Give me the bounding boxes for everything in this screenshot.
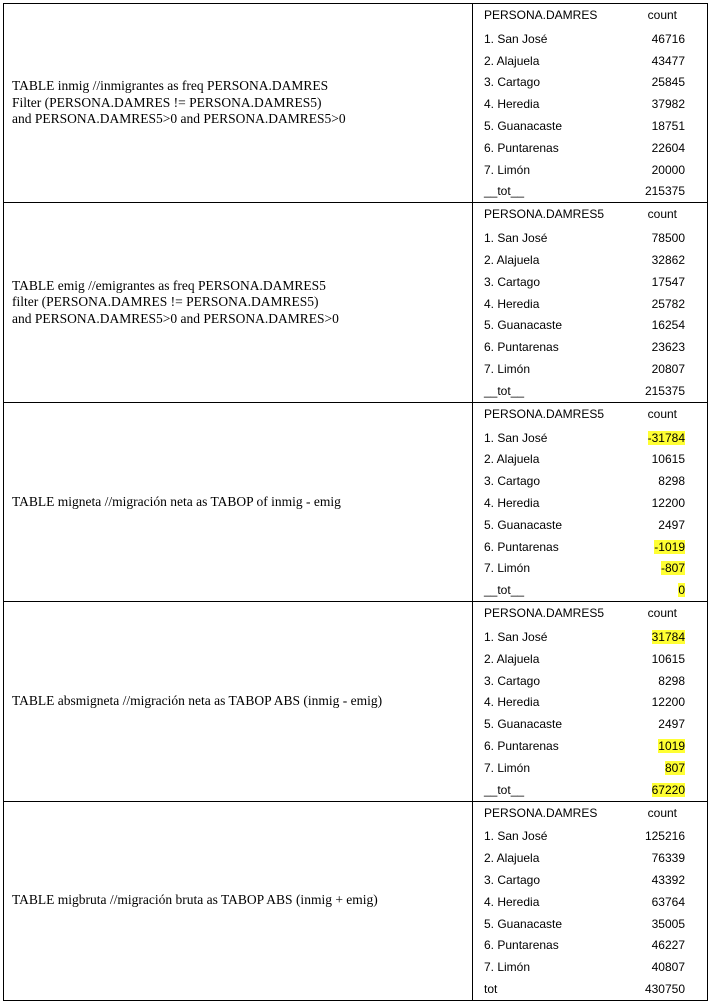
command-line: and PERSONA.DAMRES5>0 and PERSONA.DAMRES>0 — [12, 310, 339, 326]
row-label: 3. Cartago — [484, 274, 541, 289]
result-row — [484, 956, 685, 978]
row-label: __tot__ — [484, 184, 525, 199]
row-value: 32862 — [651, 253, 685, 268]
result-row — [484, 514, 685, 536]
header-variable: PERSONA.DAMRES5 — [484, 207, 605, 222]
result-row — [484, 470, 685, 492]
result-row — [484, 181, 685, 203]
command-line: TABLE absmigneta //migración neta as TABOP ABS (inmig - emig) — [12, 693, 383, 709]
row-label: 4. Heredia — [484, 894, 540, 909]
header-variable: PERSONA.DAMRES5 — [484, 606, 605, 621]
row-value: 8298 — [658, 673, 685, 688]
document-table-body — [4, 4, 708, 1001]
header-count: count — [647, 606, 677, 621]
row-value: 46716 — [651, 31, 685, 46]
result-row — [484, 427, 685, 449]
result-row — [484, 735, 685, 757]
row-label: 7. Limón — [484, 162, 531, 177]
row-label: 7. Limón — [484, 561, 531, 576]
result-row — [484, 670, 685, 692]
row-value: 2497 — [658, 717, 685, 732]
result-header — [484, 207, 685, 227]
result-row — [484, 249, 685, 271]
command-cell — [4, 203, 473, 402]
command-line: TABLE inmig //inmigrantes as freq PERSONA.DAMRES — [12, 78, 329, 94]
result-header — [484, 407, 685, 427]
result-row — [484, 93, 685, 115]
row-value-highlighted: 1019 — [658, 739, 685, 753]
row-value-highlighted: 807 — [664, 760, 685, 775]
row-value: 215375 — [644, 184, 685, 199]
row-label: 2. Alajuela — [484, 452, 540, 467]
row-value: 35005 — [651, 916, 685, 931]
row-value: 20807 — [651, 362, 685, 377]
command-line: filter (PERSONA.DAMRES != PERSONA.DAMRES5) — [12, 294, 319, 310]
row-value: 63764 — [651, 894, 685, 909]
table-block — [4, 402, 708, 601]
row-label: 1. San José — [484, 31, 548, 46]
row-label: 4. Heredia — [484, 296, 540, 311]
result-row — [484, 826, 685, 848]
row-value: 2497 — [658, 517, 685, 532]
result-row — [484, 891, 685, 913]
result-row — [484, 692, 685, 714]
result-row — [484, 358, 685, 380]
row-label: 4. Heredia — [484, 97, 540, 112]
result-row — [484, 492, 685, 514]
header-count: count — [647, 805, 677, 820]
row-value: 17547 — [651, 274, 685, 289]
command-cell — [4, 602, 473, 801]
row-value: 22604 — [651, 140, 685, 155]
row-label: 3. Cartago — [484, 872, 541, 887]
row-label: 3. Cartago — [484, 673, 541, 688]
header-variable: PERSONA.DAMRES — [484, 8, 598, 22]
result-row — [484, 115, 685, 137]
result-row — [484, 159, 685, 181]
row-label: 2. Alajuela — [484, 253, 540, 268]
result-row — [484, 978, 685, 1000]
row-label: 7. Limón — [484, 362, 531, 377]
result-row — [484, 293, 685, 315]
result-row — [484, 913, 685, 935]
row-label: 4. Heredia — [484, 695, 540, 710]
result-row — [484, 779, 685, 801]
header-count: count — [647, 8, 677, 22]
row-label: 4. Heredia — [484, 496, 540, 511]
command-cell — [4, 4, 473, 203]
row-label: 1. San José — [484, 231, 548, 246]
row-value: 215375 — [644, 383, 685, 398]
row-value: 23623 — [651, 340, 685, 355]
row-value: 125216 — [644, 829, 685, 844]
row-label: __tot__ — [484, 583, 525, 598]
header-variable: PERSONA.DAMRES — [484, 805, 598, 820]
result-row — [484, 380, 685, 402]
result-row — [484, 449, 685, 471]
result-row — [484, 847, 685, 869]
row-label: 1. San José — [484, 630, 548, 645]
header-variable: PERSONA.DAMRES5 — [484, 406, 605, 421]
row-value: 10615 — [651, 452, 685, 467]
result-cell — [473, 4, 708, 203]
result-cell — [473, 402, 708, 601]
result-row — [484, 869, 685, 891]
row-label: 5. Guanacaste — [484, 517, 563, 532]
command-line: Filter (PERSONA.DAMRES != PERSONA.DAMRES5) — [12, 94, 322, 110]
result-row — [484, 271, 685, 293]
row-value: 12200 — [651, 695, 685, 710]
command-line: TABLE emig //emigrantes as freq PERSONA.DAMRES5 — [12, 277, 326, 293]
row-label: 2. Alajuela — [484, 851, 540, 866]
row-value: 430750 — [644, 981, 685, 996]
result-row — [484, 137, 685, 159]
table-block — [4, 203, 708, 402]
result-output — [473, 4, 707, 202]
table-block — [4, 602, 708, 801]
row-value: 10615 — [651, 651, 685, 666]
row-value-highlighted: 0 — [678, 583, 685, 598]
result-cell — [473, 203, 708, 402]
row-label: 6. Puntarenas — [484, 140, 559, 155]
document-table — [3, 3, 708, 1001]
row-label: __tot__ — [484, 782, 525, 797]
table-block — [4, 4, 708, 203]
result-row — [484, 336, 685, 358]
row-label: 6. Puntarenas — [484, 340, 559, 355]
command-line: TABLE migbruta //migración bruta as TABOP ABS (inmig + emig) — [12, 892, 378, 908]
result-row — [484, 315, 685, 337]
row-label: 1. San José — [484, 829, 548, 844]
result-output — [473, 403, 707, 601]
row-label: 5. Guanacaste — [484, 916, 563, 931]
result-cell — [473, 602, 708, 801]
row-label: tot — [484, 981, 498, 996]
command-line: and PERSONA.DAMRES5>0 and PERSONA.DAMRES5>0 — [12, 111, 346, 127]
row-value-highlighted: 31784 — [651, 630, 685, 645]
table-block — [4, 801, 708, 1000]
result-row — [484, 50, 685, 72]
result-header — [484, 8, 685, 28]
result-row — [484, 227, 685, 249]
header-count: count — [647, 406, 677, 421]
result-row — [484, 648, 685, 670]
result-cell — [473, 801, 708, 1000]
header-count: count — [647, 207, 677, 222]
row-label: 7. Limón — [484, 760, 531, 775]
result-header — [484, 606, 685, 626]
row-label: 3. Cartago — [484, 75, 541, 90]
result-row — [484, 626, 685, 648]
row-value: 25782 — [651, 296, 685, 311]
row-value: 40807 — [651, 960, 685, 975]
row-label: __tot__ — [484, 383, 525, 398]
row-label: 6. Puntarenas — [484, 539, 559, 554]
row-value-highlighted: -807 — [660, 561, 685, 576]
result-header — [484, 806, 685, 826]
row-value-highlighted: -31784 — [647, 430, 685, 445]
row-value-highlighted: -1019 — [654, 539, 685, 554]
row-value: 16254 — [651, 318, 685, 333]
row-value: 20000 — [651, 162, 685, 177]
result-output — [473, 602, 707, 800]
row-label: 3. Cartago — [484, 474, 541, 489]
row-label: 5. Guanacaste — [484, 717, 563, 732]
row-value: 46227 — [651, 938, 685, 953]
command-cell — [4, 402, 473, 601]
row-label: 6. Puntarenas — [484, 938, 559, 953]
row-value: 76339 — [651, 851, 685, 866]
result-row — [484, 558, 685, 580]
row-value: 12200 — [651, 496, 685, 511]
result-output — [473, 802, 707, 1000]
row-value: 43392 — [651, 872, 685, 887]
result-row — [484, 713, 685, 735]
result-row — [484, 757, 685, 779]
result-output — [473, 203, 707, 401]
row-label: 7. Limón — [484, 960, 531, 975]
row-label: 5. Guanacaste — [484, 318, 563, 333]
command-line: TABLE migneta //migración neta as TABOP of inmig - emig — [12, 493, 341, 509]
row-value: 8298 — [658, 474, 685, 489]
row-value: 78500 — [651, 231, 685, 246]
result-row — [484, 579, 685, 601]
result-row — [484, 72, 685, 94]
row-value: 18751 — [651, 119, 685, 134]
result-row — [484, 28, 685, 50]
row-value: 43477 — [651, 53, 685, 68]
row-value-highlighted: 67220 — [651, 782, 685, 797]
row-label: 1. San José — [484, 430, 548, 445]
row-label: 5. Guanacaste — [484, 119, 563, 134]
command-cell — [4, 801, 473, 1000]
row-value: 25845 — [651, 75, 685, 90]
row-value: 37982 — [651, 97, 685, 112]
result-row — [484, 934, 685, 956]
row-label: 2. Alajuela — [484, 651, 540, 666]
result-row — [484, 536, 685, 558]
row-label: 2. Alajuela — [484, 53, 540, 68]
row-label: 6. Puntarenas — [484, 739, 559, 753]
